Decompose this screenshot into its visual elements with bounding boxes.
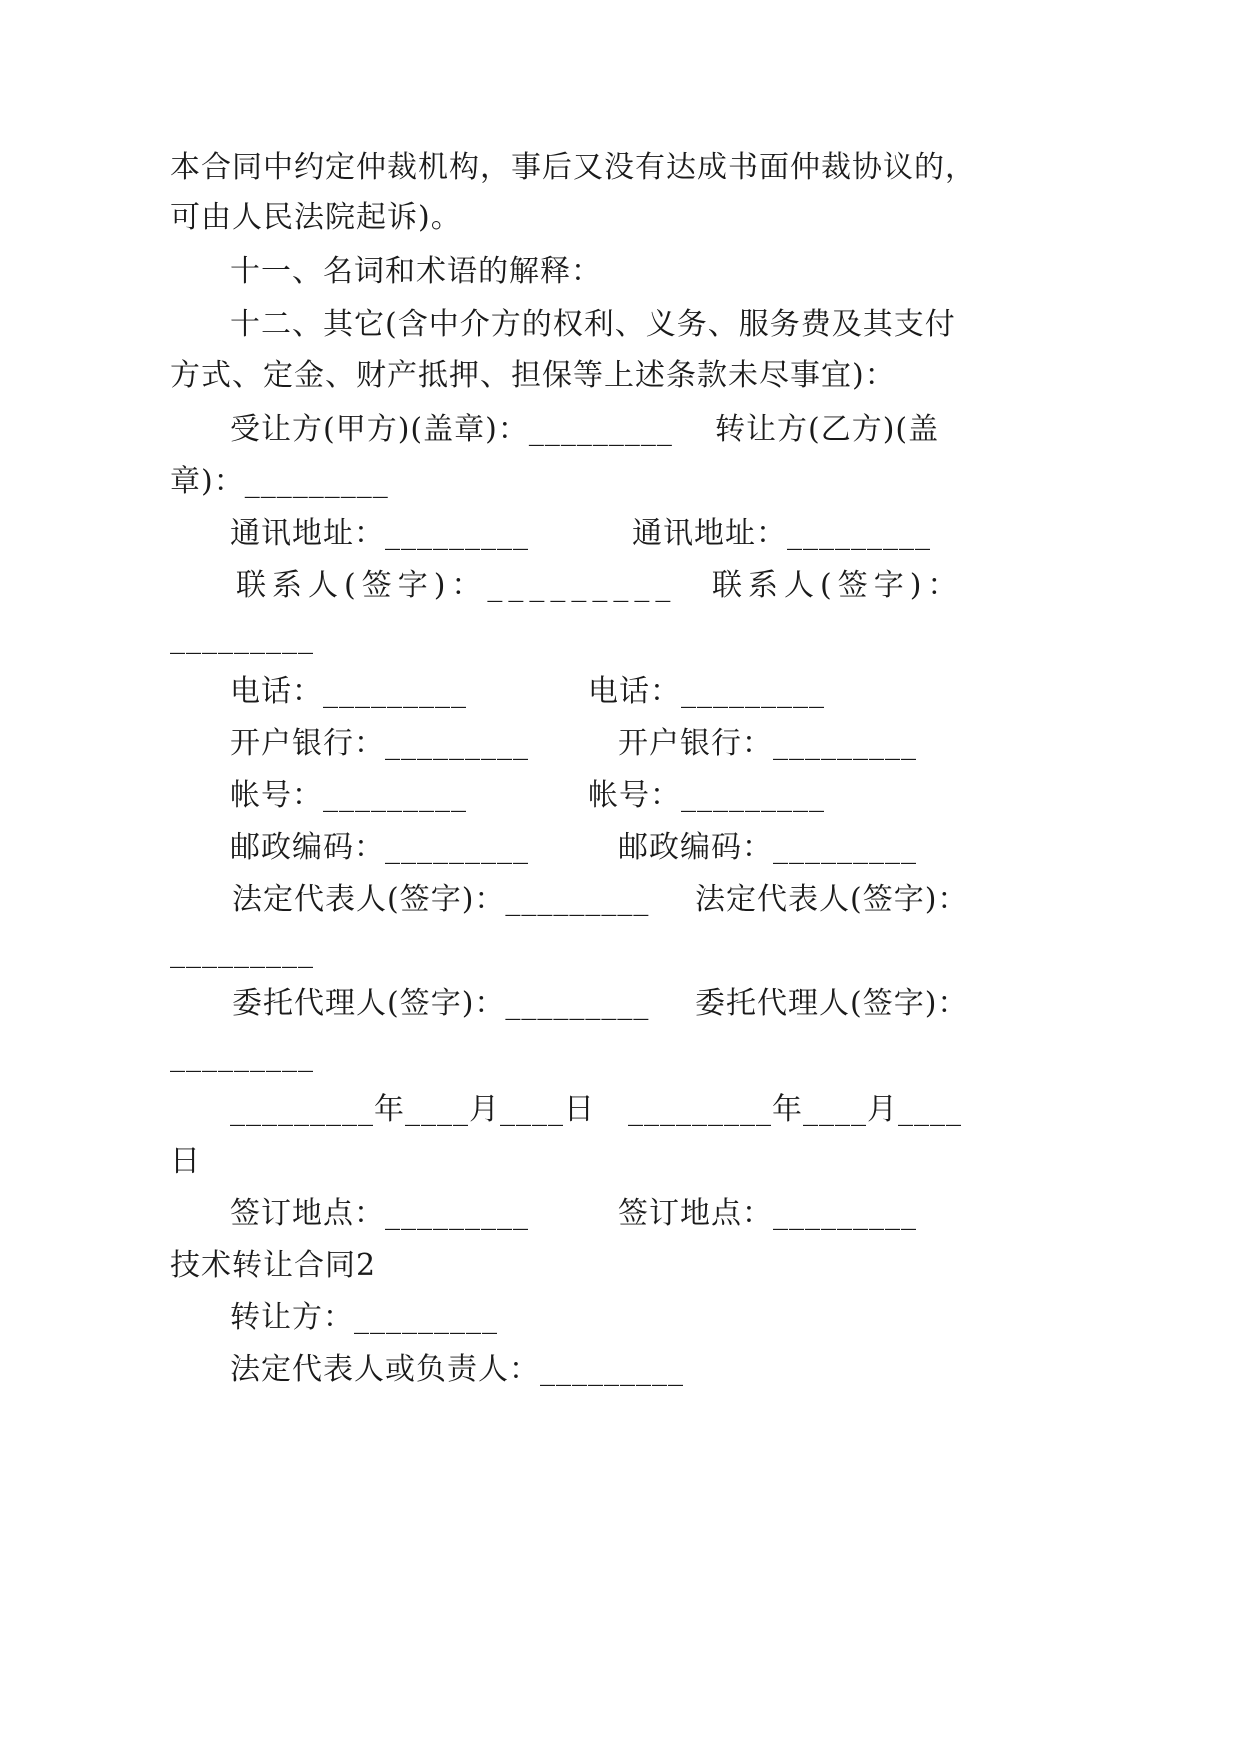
party-b-contact-label: 联系人(签字)：	[712, 568, 964, 603]
party-a-postcode-field: 邮政编码：_________	[230, 830, 529, 865]
party-a-address-field: 通讯地址：_________	[230, 516, 529, 551]
party-b-date-day: 日	[170, 1144, 201, 1179]
party-b-address-field: 通讯地址：_________	[632, 516, 931, 551]
party-a-phone-field: 电话：_________	[230, 674, 467, 709]
legal-rep-field: 法定代表人或负责人：_________	[230, 1352, 684, 1387]
party-a-date-field: _________年____月____日	[230, 1092, 595, 1127]
party-b-contact-blank: _________	[170, 620, 314, 655]
party-a-signing-place-field: 签订地点：_________	[230, 1196, 529, 1231]
paragraph-line: 本合同中约定仲裁机构，事后又没有达成书面仲裁协议的，	[170, 150, 976, 185]
party-a-bank-field: 开户银行：_________	[230, 726, 529, 761]
transferor-field: 转让方：_________	[230, 1300, 498, 1335]
party-b-phone-field: 电话：_________	[588, 674, 825, 709]
party-b-legal-rep-label: 法定代表人(签字)：	[695, 882, 969, 917]
document-title: 技术转让合同2	[170, 1248, 377, 1283]
party-b-bank-field: 开户银行：_________	[618, 726, 917, 761]
party-b-postcode-field: 邮政编码：_________	[618, 830, 917, 865]
party-a-legal-rep-field: 法定代表人(签字)：_________	[232, 882, 650, 917]
party-b-seal-label: 转让方(乙方)(盖	[715, 412, 940, 447]
paragraph-line: 方式、定金、财产抵押、担保等上述条款未尽事宜)：	[170, 358, 896, 393]
party-b-seal-field: 章)：_________	[170, 464, 389, 499]
party-b-date-field: _________年____月____	[628, 1092, 962, 1127]
party-a-agent-field: 委托代理人(签字)：_________	[232, 986, 650, 1021]
party-a-account-field: 帐号：_________	[230, 778, 467, 813]
party-b-signing-place-field: 签订地点：_________	[618, 1196, 917, 1231]
clause-12-heading: 十二、其它(含中介方的权利、义务、服务费及其支付	[230, 307, 956, 342]
party-b-account-field: 帐号：_________	[588, 778, 825, 813]
party-a-seal-field: 受让方(甲方)(盖章)：_________	[230, 412, 673, 447]
party-b-agent-label: 委托代理人(签字)：	[695, 986, 969, 1021]
party-a-contact-field: 联系人(签字)：_________	[236, 568, 677, 603]
clause-11-heading: 十一、名词和术语的解释：	[230, 254, 602, 289]
party-b-agent-blank: _________	[170, 1038, 314, 1073]
paragraph-line: 可由人民法院起诉)。	[170, 200, 462, 235]
party-b-legal-rep-blank: _________	[170, 934, 314, 969]
